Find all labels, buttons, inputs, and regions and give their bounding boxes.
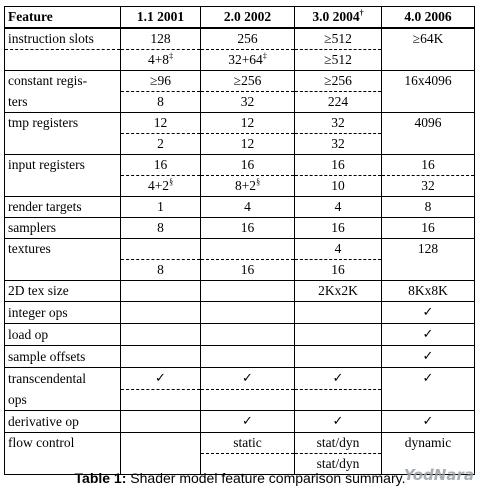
cell: 16 xyxy=(382,218,475,239)
table-row xyxy=(5,92,475,113)
row-label: instruction slots xyxy=(5,28,121,50)
cell xyxy=(382,411,475,433)
cell: 8 xyxy=(121,92,201,113)
cell: 16 xyxy=(201,155,295,176)
row-label: samplers xyxy=(5,218,121,239)
table-row xyxy=(5,28,475,50)
header-feature: Feature xyxy=(5,7,121,29)
table-row xyxy=(5,281,475,302)
row-label xyxy=(5,134,121,155)
table-row xyxy=(5,71,475,92)
table-row xyxy=(5,346,475,368)
cell xyxy=(201,176,295,197)
cell: 12 xyxy=(201,113,295,134)
cell xyxy=(121,433,201,454)
cell: 32 xyxy=(295,134,382,155)
caption-text: Shader model feature comparison summary. xyxy=(126,470,406,486)
footnote-mark: ‡ xyxy=(262,51,267,61)
check-icon: ✓ xyxy=(422,371,434,387)
cell xyxy=(382,390,475,411)
header-v3-footnote: † xyxy=(359,8,364,18)
row-label xyxy=(5,50,121,71)
table-row xyxy=(5,113,475,134)
cell: ≥96 xyxy=(121,71,201,92)
cell xyxy=(201,411,295,433)
cell: dynamic xyxy=(382,433,475,454)
row-label xyxy=(5,260,121,281)
cell xyxy=(382,346,475,368)
cell: ≥256 xyxy=(201,71,295,92)
cell xyxy=(121,176,201,197)
cell: 16 xyxy=(295,218,382,239)
check-icon: ✓ xyxy=(422,414,434,429)
cell xyxy=(382,302,475,324)
row-label: render targets xyxy=(5,197,121,218)
cell: stat/dyn xyxy=(295,433,382,454)
cell: 16 xyxy=(201,218,295,239)
check-icon: ✓ xyxy=(242,371,253,386)
table-row xyxy=(5,433,475,454)
cell: 4 xyxy=(201,197,295,218)
cell: 12 xyxy=(121,113,201,134)
cell xyxy=(121,50,201,71)
cell: 256 xyxy=(201,28,295,50)
cell xyxy=(121,368,201,390)
cell: 4096 xyxy=(382,113,475,134)
row-label: ops xyxy=(5,390,121,411)
cell: 128 xyxy=(382,239,475,260)
cell xyxy=(382,368,475,390)
table-row xyxy=(5,368,475,390)
check-icon: ✓ xyxy=(422,305,434,320)
cell: 16 xyxy=(201,260,295,281)
table-row xyxy=(5,260,475,281)
cell xyxy=(295,368,382,390)
caption-prefix: Table 1: xyxy=(74,470,127,486)
cell: 32 xyxy=(295,113,382,134)
cell: static xyxy=(201,433,295,454)
row-label: input registers xyxy=(5,155,121,176)
footnote-mark: § xyxy=(256,177,261,187)
cell-text: 32+64 xyxy=(228,52,263,67)
table-row xyxy=(5,134,475,155)
cell: 32 xyxy=(201,92,295,113)
cell: 16 xyxy=(121,155,201,176)
cell: stat/dyn xyxy=(295,454,382,475)
table-row xyxy=(5,324,475,346)
row-label: transcendental xyxy=(5,368,121,390)
cell: 10 xyxy=(295,176,382,197)
cell: ≥512 xyxy=(295,28,382,50)
cell: 12 xyxy=(201,134,295,155)
header-v4: 4.0 2006 xyxy=(382,7,475,29)
cell xyxy=(121,281,201,302)
header-v2: 2.0 2002 xyxy=(201,7,295,29)
check-icon: ✓ xyxy=(332,371,344,386)
row-label: 2D tex size xyxy=(5,281,121,302)
header-v1: 1.1 2001 xyxy=(121,7,201,29)
table-row xyxy=(5,411,475,433)
footnote-mark: ‡ xyxy=(169,51,174,61)
row-label: load op xyxy=(5,324,121,346)
cell xyxy=(295,302,382,324)
row-label xyxy=(5,176,121,197)
cell xyxy=(201,281,295,302)
cell: 8Kx8K xyxy=(382,281,475,302)
cell xyxy=(295,390,382,411)
cell xyxy=(382,92,475,113)
row-label: derivative op xyxy=(5,411,121,433)
cell xyxy=(121,346,201,368)
table-row xyxy=(5,239,475,260)
cell: 4 xyxy=(295,239,382,260)
cell: ≥256 xyxy=(295,71,382,92)
cell xyxy=(201,390,295,411)
cell: 1 xyxy=(121,197,201,218)
table-row xyxy=(5,390,475,411)
check-icon: ✓ xyxy=(332,414,344,429)
cell: 8 xyxy=(121,218,201,239)
cell xyxy=(295,324,382,346)
watermark-logo: YodNara xyxy=(403,466,474,484)
table-row xyxy=(5,155,475,176)
header-row xyxy=(5,7,475,29)
table-row xyxy=(5,218,475,239)
table-row xyxy=(5,50,475,71)
cell: 32 xyxy=(382,176,475,197)
check-icon: ✓ xyxy=(422,349,434,364)
check-icon: ✓ xyxy=(155,371,166,386)
cell xyxy=(121,411,201,433)
check-icon: ✓ xyxy=(422,327,434,342)
row-label: ters xyxy=(5,92,121,113)
cell xyxy=(201,50,295,71)
cell: 16 xyxy=(295,260,382,281)
cell: ≥64K xyxy=(382,28,475,50)
cell xyxy=(121,239,201,260)
cell xyxy=(121,324,201,346)
cell xyxy=(295,411,382,433)
cell: 16x4096 xyxy=(382,71,475,92)
row-label: flow control xyxy=(5,433,121,454)
cell: 224 xyxy=(295,92,382,113)
row-label: textures xyxy=(5,239,121,260)
cell-text: 8+2 xyxy=(234,178,257,193)
cell: 2Kx2K xyxy=(295,281,382,302)
cell xyxy=(201,368,295,390)
table-row xyxy=(5,302,475,324)
cell xyxy=(201,324,295,346)
cell-text: 4+8 xyxy=(147,52,170,67)
cell-text: 4+2 xyxy=(147,178,170,193)
header-v3-text: 3.0 2004 xyxy=(312,9,360,24)
cell xyxy=(382,134,475,155)
cell xyxy=(295,346,382,368)
cell xyxy=(382,50,475,71)
cell: 8 xyxy=(382,197,475,218)
check-icon: ✓ xyxy=(242,414,253,429)
cell: 16 xyxy=(382,155,475,176)
row-label: tmp registers xyxy=(5,113,121,134)
cell: 16 xyxy=(295,155,382,176)
row-label: constant regis- xyxy=(5,71,121,92)
cell xyxy=(382,260,475,281)
cell xyxy=(201,239,295,260)
shader-model-table xyxy=(4,6,475,475)
cell: 8 xyxy=(121,260,201,281)
cell xyxy=(201,346,295,368)
cell xyxy=(382,324,475,346)
cell: 2 xyxy=(121,134,201,155)
cell xyxy=(121,390,201,411)
table-row xyxy=(5,197,475,218)
cell: 4 xyxy=(295,197,382,218)
cell xyxy=(121,302,201,324)
row-label: sample offsets xyxy=(5,346,121,368)
header-v3 xyxy=(295,7,382,29)
row-label: integer ops xyxy=(5,302,121,324)
cell xyxy=(201,302,295,324)
cell: ≥512 xyxy=(295,50,382,71)
table-row xyxy=(5,176,475,197)
footnote-mark: § xyxy=(169,177,174,187)
cell: 128 xyxy=(121,28,201,50)
